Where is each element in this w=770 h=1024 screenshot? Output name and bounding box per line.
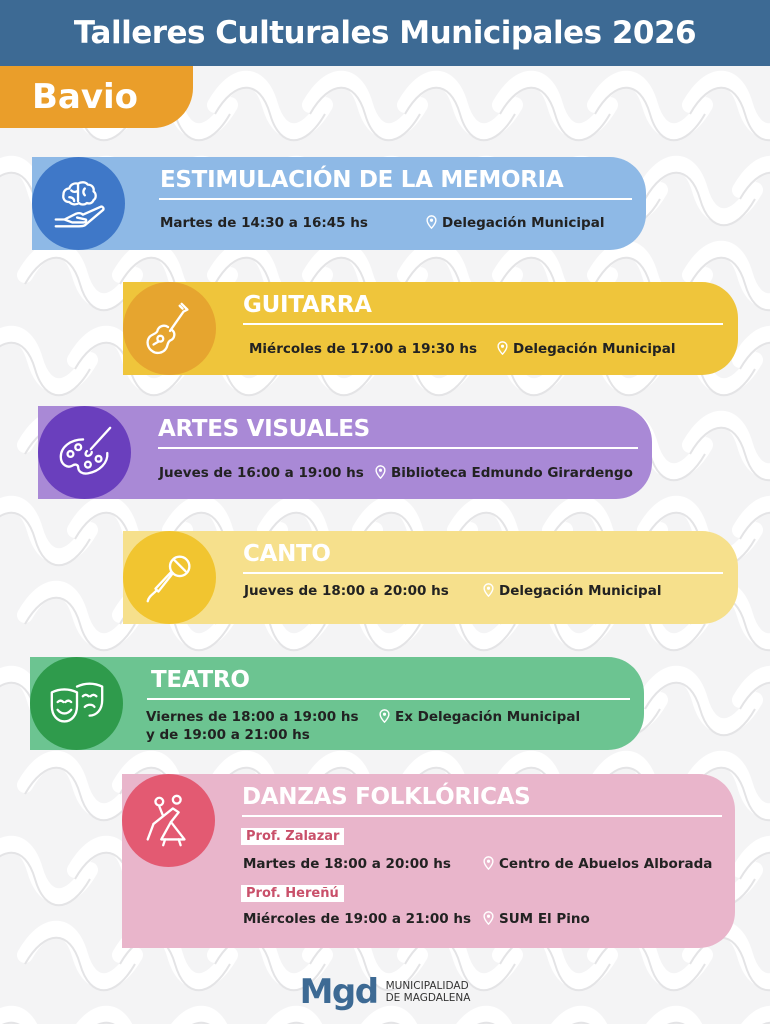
teacher-badge: Prof. Hereñú — [241, 885, 344, 902]
dancers-icon — [138, 790, 200, 852]
danzas-icon-circle — [122, 774, 215, 867]
teacher-badge: Prof. Zalazar — [241, 828, 344, 845]
workshop-title: DANZAS FOLKLÓRICAS — [242, 784, 531, 810]
place-label: Delegación Municipal — [442, 215, 605, 231]
page-title: Talleres Culturales Municipales 2026 — [73, 15, 697, 51]
place-label: Biblioteca Edmundo Girardengo — [391, 465, 633, 481]
footer — [0, 962, 770, 1022]
place-label: Centro de Abuelos Alborada — [499, 856, 713, 872]
title-divider — [243, 323, 723, 325]
workshop-title: TEATRO — [151, 667, 250, 693]
place-label: Delegación Municipal — [513, 341, 676, 357]
workshop-place — [426, 214, 604, 234]
location-pin-icon — [483, 583, 494, 602]
workshop-schedule: Jueves de 16:00 a 19:00 hs — [159, 465, 364, 481]
brain-hand-icon — [48, 173, 110, 235]
workshop-schedule-line2: y de 19:00 a 21:00 hs — [146, 727, 310, 743]
workshop-schedule: Jueves de 18:00 a 20:00 hs — [244, 583, 449, 599]
workshop-card-guitarra — [123, 282, 738, 375]
logo-line-2: DE MAGDALENA — [385, 992, 471, 1004]
title-divider — [242, 815, 722, 817]
workshop-title: ARTES VISUALES — [158, 416, 370, 442]
place-label: Ex Delegación Municipal — [395, 709, 581, 725]
location-tab — [0, 66, 193, 128]
palette-icon — [54, 422, 116, 484]
theater-masks-icon — [46, 673, 108, 735]
location-pin-icon — [379, 709, 390, 728]
workshop-schedule: Martes de 14:30 a 16:45 hs — [160, 215, 368, 231]
title-divider — [147, 698, 630, 700]
location-pin-icon — [483, 856, 494, 875]
group-place — [483, 910, 590, 930]
guitar-icon — [139, 298, 201, 360]
location-pin-icon — [497, 341, 508, 360]
location-pin-icon — [375, 465, 386, 484]
place-label: SUM El Pino — [499, 911, 590, 927]
municipality-logo: Mgd — [299, 972, 378, 1012]
teatro-icon-circle — [30, 657, 123, 750]
logo-line-1: MUNICIPALIDAD — [385, 980, 469, 992]
workshop-schedule-line1: Viernes de 18:00 a 19:00 hs — [146, 709, 359, 725]
artes-icon-circle — [38, 406, 131, 499]
municipality-name — [386, 980, 471, 1004]
place-label: Delegación Municipal — [499, 583, 662, 599]
workshop-card-artes — [38, 406, 652, 499]
workshop-title: ESTIMULACIÓN DE LA MEMORIA — [160, 167, 564, 193]
workshop-title: GUITARRA — [243, 292, 372, 318]
workshop-place — [483, 582, 661, 602]
group-schedule: Martes de 18:00 a 20:00 hs — [243, 856, 451, 872]
workshop-card-danzas — [122, 774, 735, 948]
title-divider — [158, 447, 638, 449]
location-name: Bavio — [32, 77, 139, 117]
workshop-title: CANTO — [243, 541, 331, 567]
workshop-card-memoria — [32, 157, 646, 250]
microphone-icon — [139, 547, 201, 609]
location-pin-icon — [483, 911, 494, 930]
canto-icon-circle — [123, 531, 216, 624]
group-place — [483, 855, 712, 875]
page-header — [0, 0, 770, 66]
workshop-card-canto — [123, 531, 738, 624]
workshop-place — [497, 340, 675, 360]
title-divider — [243, 572, 723, 574]
workshop-schedule: Miércoles de 17:00 a 19:30 hs — [249, 341, 477, 357]
memoria-icon-circle — [32, 157, 125, 250]
title-divider — [159, 198, 632, 200]
location-pin-icon — [426, 215, 437, 234]
workshop-place — [375, 464, 633, 484]
group-schedule: Miércoles de 19:00 a 21:00 hs — [243, 911, 471, 927]
workshop-place — [379, 708, 580, 728]
guitarra-icon-circle — [123, 282, 216, 375]
workshop-card-teatro — [30, 657, 644, 750]
